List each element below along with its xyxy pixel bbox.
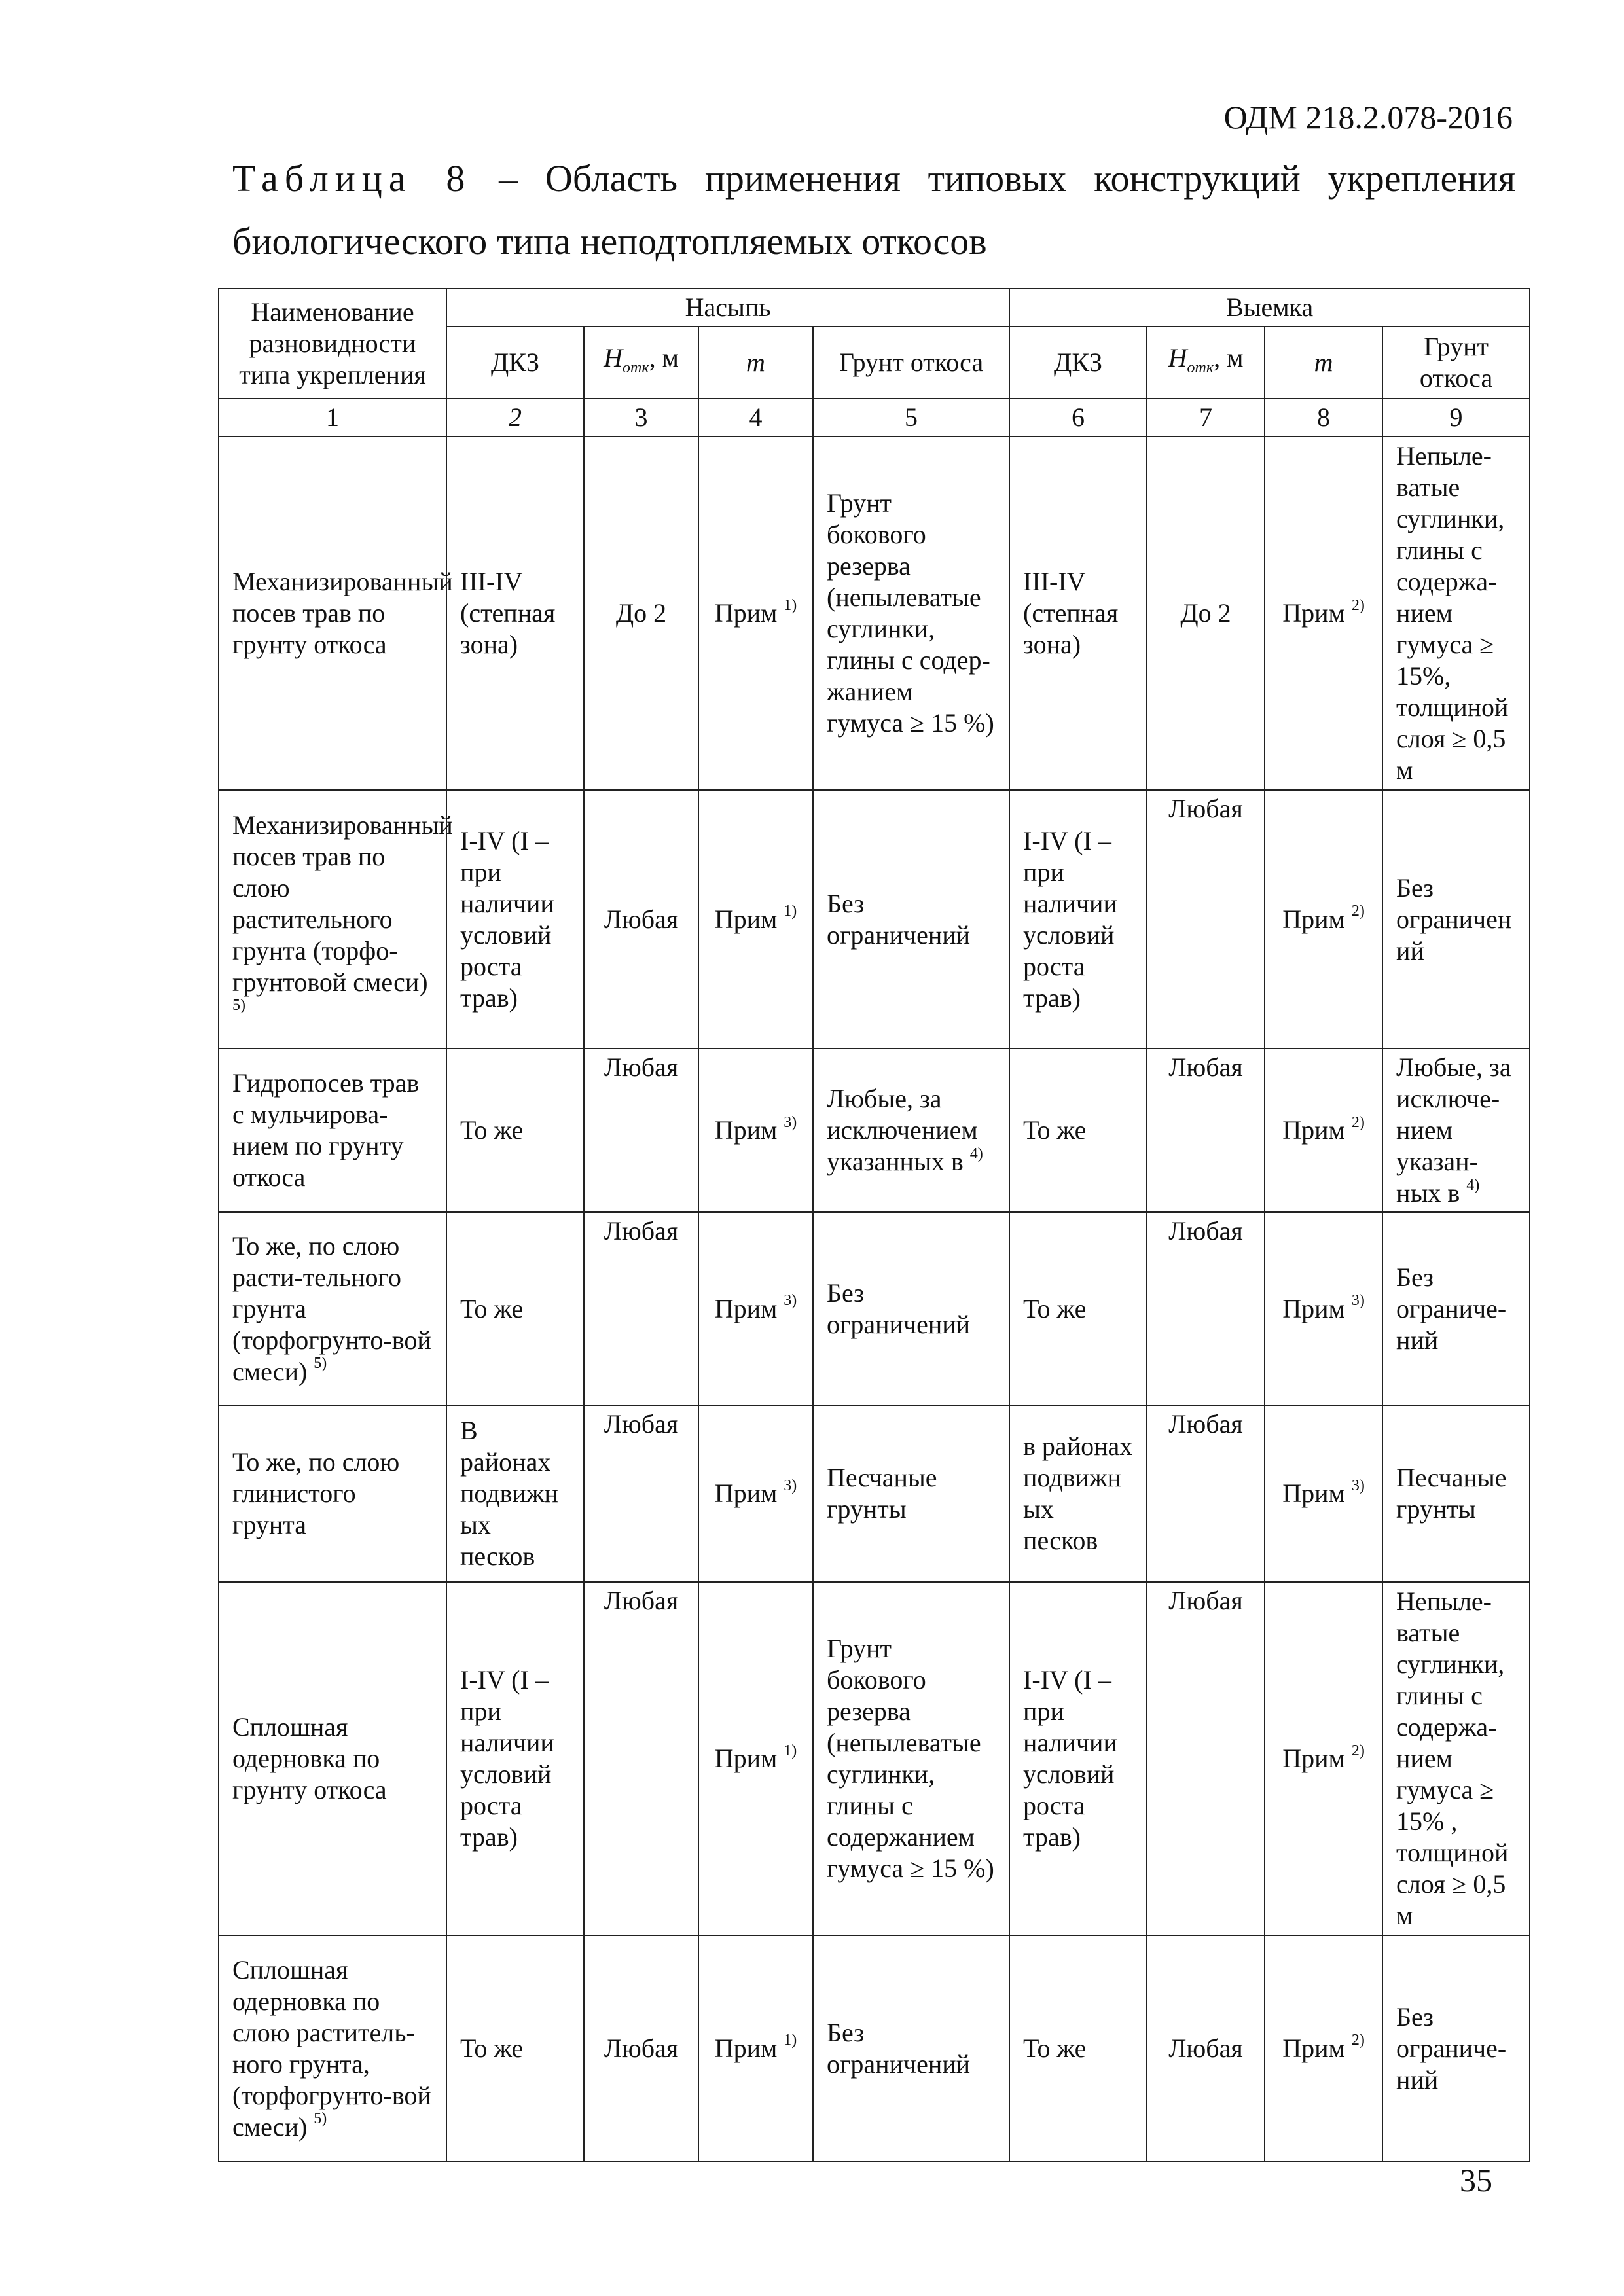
cell-m-embankment-text: Прим (714, 2033, 778, 2063)
cell-height-cutting-text: Любая (1168, 1216, 1243, 1246)
cell-dkz-embankment-text: То же (460, 2033, 524, 2063)
row-name-text: То же, по слою глинистого грунта (232, 1447, 400, 1539)
row-name-text: То же, по слою расти-тельного грунта (торфогрунто-вой смеси) (232, 1230, 431, 1386)
header-soil-cutting: Грунт откоса (1382, 327, 1530, 399)
cell-height-cutting-text: До 2 (1180, 598, 1231, 628)
cell-height-embankment-text: Любая (604, 1409, 679, 1439)
cell-m-cutting (1265, 1049, 1382, 1212)
cell-m-embankment-text: Прим (714, 1744, 778, 1773)
cell-height-cutting-text: Любая (1168, 1586, 1243, 1615)
cell-m-embankment (698, 1212, 813, 1405)
application-table (218, 288, 1530, 2162)
cell-dkz-embankment (446, 790, 584, 1049)
cell-dkz-cutting-text: III-IV (степная зона) (1023, 567, 1119, 659)
cell-m-cutting-text: Прим (1282, 1115, 1345, 1145)
footnote-marker: 2) (1351, 903, 1365, 920)
cell-m-cutting-text: Прим (1282, 2033, 1345, 2063)
cell-dkz-embankment (446, 1405, 584, 1582)
cell-dkz-cutting (1009, 1049, 1147, 1212)
row-name (219, 1582, 446, 1935)
footnote-marker: 1) (784, 596, 797, 614)
table-row (219, 1212, 1530, 1405)
cell-soil-embankment-text: Грунт бокового резерва (непылеватые суглинки, глины с содержанием гумуса ≥ 15 %) (827, 1634, 994, 1883)
column-number: 4 (698, 399, 813, 437)
cell-height-embankment-text: Любая (604, 2033, 679, 2063)
footnote-marker: 4) (1466, 1176, 1480, 1194)
cell-m-embankment-text: Прим (714, 1115, 778, 1145)
cell-m-embankment (698, 1935, 813, 2161)
footnote-marker: 3) (1351, 1292, 1365, 1310)
cell-m-embankment (698, 1405, 813, 1582)
footnote-marker: 3) (784, 1292, 797, 1310)
table-row (219, 1935, 1530, 2161)
cell-soil-embankment (813, 1212, 1009, 1405)
cell-m-cutting-text: Прим (1282, 1744, 1345, 1773)
footnote-marker: 3) (784, 1113, 797, 1131)
cell-soil-embankment (813, 1935, 1009, 2161)
cell-soil-cutting (1382, 1405, 1530, 1582)
cell-height-cutting (1147, 1049, 1265, 1212)
footnote-marker: 3) (784, 1477, 797, 1494)
cell-height-cutting-text: Любая (1168, 1052, 1243, 1082)
row-name (219, 1212, 446, 1405)
cell-soil-cutting-text: Непыле-ватые суглинки, глины с содержа-нием гумуса ≥ 15%, толщиной слоя ≥ 0,5 м (1396, 441, 1509, 785)
cell-soil-embankment (813, 1582, 1009, 1935)
caption-text: – Область применения типовых конструкций укрепления биологического типа неподтопляемых откосов (232, 157, 1516, 262)
column-number: 3 (584, 399, 698, 437)
cell-m-embankment (698, 437, 813, 790)
cell-m-cutting (1265, 1935, 1382, 2161)
cell-dkz-embankment-text: I-IV (I – при наличии условий роста трав) (460, 1665, 554, 1852)
table-row (219, 790, 1530, 1049)
cell-dkz-cutting-text: I-IV (I – при наличии условий роста трав) (1023, 1665, 1117, 1852)
cell-m-cutting (1265, 437, 1382, 790)
cell-height-cutting (1147, 790, 1265, 1049)
table-row (219, 1049, 1530, 1212)
cell-soil-cutting-text: Без ограничен ий (1396, 872, 1512, 965)
cell-m-embankment (698, 1582, 813, 1935)
cell-dkz-embankment-text: I-IV (I – при наличии условий роста трав) (460, 825, 554, 1013)
cell-height-embankment (584, 1582, 698, 1935)
cell-soil-cutting (1382, 437, 1530, 790)
header-soil-embankment: Грунт откоса (813, 327, 1009, 399)
cell-m-embankment (698, 790, 813, 1049)
cell-soil-embankment (813, 437, 1009, 790)
table-row (219, 1582, 1530, 1935)
cell-soil-cutting-text: Песчаные грунты (1396, 1463, 1507, 1524)
cell-soil-cutting-text: Любые, за исключе-нием указан-ных в (1396, 1052, 1511, 1208)
cell-height-embankment-text: Любая (604, 1586, 679, 1615)
footnote-marker: 2) (1351, 1742, 1365, 1759)
cell-dkz-cutting (1009, 1212, 1147, 1405)
cell-height-cutting-text: Любая (1168, 1409, 1243, 1439)
cell-dkz-cutting-text: в районах подвижн ых песков (1023, 1431, 1133, 1555)
footnote-marker: 5) (314, 1355, 327, 1372)
cell-dkz-embankment-text: То же (460, 1293, 524, 1323)
footnote-marker: 1) (784, 903, 797, 920)
cell-soil-cutting (1382, 790, 1530, 1049)
table-row (219, 437, 1530, 790)
header-height-cutting: $H_{отк}$, м (1147, 327, 1265, 399)
cell-soil-embankment-text: Без ограничений (827, 1278, 971, 1339)
cell-soil-cutting-text: Без ограниче-ний (1396, 2001, 1507, 2094)
footnote-marker: 5) (232, 997, 245, 1014)
cell-height-embankment (584, 1405, 698, 1582)
row-name-text: Сплошная одерновка по слою раститель-ного грунта, (торфогрунто-вой смеси) (232, 1954, 431, 2142)
footnote-marker: 1) (784, 1742, 797, 1759)
cell-height-embankment-text: Любая (604, 1216, 679, 1246)
column-number: 2 (446, 399, 584, 437)
cell-dkz-cutting (1009, 790, 1147, 1049)
cell-dkz-cutting-text: То же (1023, 1115, 1087, 1145)
row-name (219, 1405, 446, 1582)
footnote-marker: 4) (969, 1145, 983, 1162)
cell-m-cutting (1265, 1212, 1382, 1405)
cell-dkz-cutting (1009, 1582, 1147, 1935)
cell-soil-embankment-text: Любые, за исключением указанных в (827, 1084, 978, 1176)
cell-dkz-cutting (1009, 1405, 1147, 1582)
cell-soil-cutting (1382, 1212, 1530, 1405)
cell-soil-cutting-text: Непыле-ватые суглинки, глины с содержа-нием гумуса ≥ 15% , толщиной слоя ≥ 0,5 м (1396, 1587, 1509, 1930)
cell-height-embankment (584, 790, 698, 1049)
cell-dkz-embankment (446, 437, 584, 790)
row-name-text: Механизированный посев трав по грунту откоса (232, 567, 453, 659)
header-m-embankment: m (698, 327, 813, 399)
cell-height-embankment-text: До 2 (615, 598, 667, 628)
cell-height-embankment (584, 1049, 698, 1212)
footnote-marker: 2) (1351, 1113, 1365, 1131)
cell-m-embankment-text: Прим (714, 598, 778, 628)
cell-dkz-cutting (1009, 437, 1147, 790)
document-code: ОДМ 218.2.078-2016 (1223, 99, 1513, 135)
cell-soil-embankment-text: Песчаные грунты (827, 1463, 937, 1524)
column-number: 9 (1382, 399, 1530, 437)
cell-m-embankment-text: Прим (714, 1479, 778, 1508)
cell-height-embankment-text: Любая (604, 1052, 679, 1082)
row-name (219, 790, 453, 1049)
cell-soil-cutting (1382, 1582, 1530, 1935)
row-name (219, 1049, 446, 1212)
cell-m-cutting-text: Прим (1282, 904, 1345, 934)
footnote-marker: 2) (1351, 596, 1365, 614)
cell-height-embankment (584, 1212, 698, 1405)
cell-m-embankment-text: Прим (714, 904, 778, 934)
cell-soil-cutting (1382, 1049, 1530, 1212)
cell-soil-embankment-text: Без ограничений (827, 888, 971, 950)
cell-height-cutting (1147, 1212, 1265, 1405)
cell-height-embankment-text: Любая (604, 904, 679, 934)
cell-m-embankment (698, 1049, 813, 1212)
table-caption (232, 147, 1515, 273)
row-name (219, 1935, 446, 2161)
cell-height-cutting (1147, 1405, 1265, 1582)
footnote-marker: 5) (314, 2110, 327, 2128)
cell-dkz-cutting-text: I-IV (I – при наличии условий роста трав) (1023, 825, 1117, 1013)
cell-dkz-embankment-text: В районах подвижн ых песков (460, 1416, 558, 1571)
cell-dkz-embankment (446, 1212, 584, 1405)
header-dkz-cutting: ДКЗ (1009, 327, 1147, 399)
caption-label: Таблица 8 (232, 157, 472, 200)
header-m-cutting: m (1265, 327, 1382, 399)
cell-m-cutting (1265, 1582, 1382, 1935)
column-number: 6 (1009, 399, 1147, 437)
column-number: 5 (813, 399, 1009, 437)
table-row (219, 1405, 1530, 1582)
cell-height-cutting-text: Любая (1168, 794, 1243, 823)
column-number: 1 (219, 399, 446, 437)
row-name-text: Гидропосев трав с мульчирова-нием по грунту откоса (232, 1068, 420, 1192)
cell-dkz-cutting-text: То же (1023, 2033, 1087, 2063)
cell-height-embankment (584, 437, 698, 790)
cell-dkz-embankment (446, 1582, 584, 1935)
column-number: 7 (1147, 399, 1265, 437)
cell-height-cutting (1147, 437, 1265, 790)
cell-m-embankment-text: Прим (714, 1293, 778, 1323)
cell-soil-cutting (1382, 1935, 1530, 2161)
header-cutting: Выемка (1009, 289, 1530, 327)
row-name-text: Сплошная одерновка по грунту откоса (232, 1712, 387, 1804)
cell-height-cutting (1147, 1935, 1265, 2161)
cell-soil-cutting-text: Без ограниче-ний (1396, 1262, 1507, 1355)
header-dkz-embankment: ДКЗ (446, 327, 584, 399)
column-number: 8 (1265, 399, 1382, 437)
cell-soil-embankment (813, 1405, 1009, 1582)
row-name (219, 437, 453, 790)
cell-dkz-embankment-text: То же (460, 1115, 524, 1145)
cell-height-cutting (1147, 1582, 1265, 1935)
header-embankment: Насыпь (446, 289, 1009, 327)
cell-soil-embankment (813, 790, 1009, 1049)
cell-height-cutting-text: Любая (1168, 2033, 1243, 2063)
cell-m-cutting-text: Прим (1282, 598, 1345, 628)
cell-dkz-embankment (446, 1935, 584, 2161)
cell-dkz-embankment-text: III-IV (степная зона) (460, 567, 556, 659)
cell-soil-embankment-text: Грунт бокового резерва (непылеватые суглинки, глины с содер-жанием гумуса ≥ 15 %) (827, 488, 994, 738)
column-numbers-row (219, 399, 1530, 437)
cell-height-embankment (584, 1935, 698, 2161)
cell-soil-embankment (813, 1049, 1009, 1212)
cell-soil-embankment-text: Без ограничений (827, 2017, 971, 2079)
footnote-marker: 2) (1351, 2032, 1365, 2049)
header-name-column: Наименование разновидности типа укрепления (219, 289, 446, 399)
cell-dkz-cutting (1009, 1935, 1147, 2161)
cell-m-cutting-text: Прим (1282, 1479, 1345, 1508)
row-name-text: Механизированный посев трав по слою растительного грунта (торфо-грунтовой смеси) (232, 810, 453, 997)
footnote-marker: 1) (784, 2032, 797, 2049)
footnote-marker: 3) (1351, 1477, 1365, 1494)
page-number: 35 (1460, 2162, 1492, 2198)
cell-m-cutting (1265, 1405, 1382, 1582)
header-height-embankment: $H_{отк}$, м (584, 327, 698, 399)
cell-dkz-embankment (446, 1049, 584, 1212)
cell-m-cutting-text: Прим (1282, 1293, 1345, 1323)
cell-m-cutting (1265, 790, 1382, 1049)
cell-dkz-cutting-text: То же (1023, 1293, 1087, 1323)
